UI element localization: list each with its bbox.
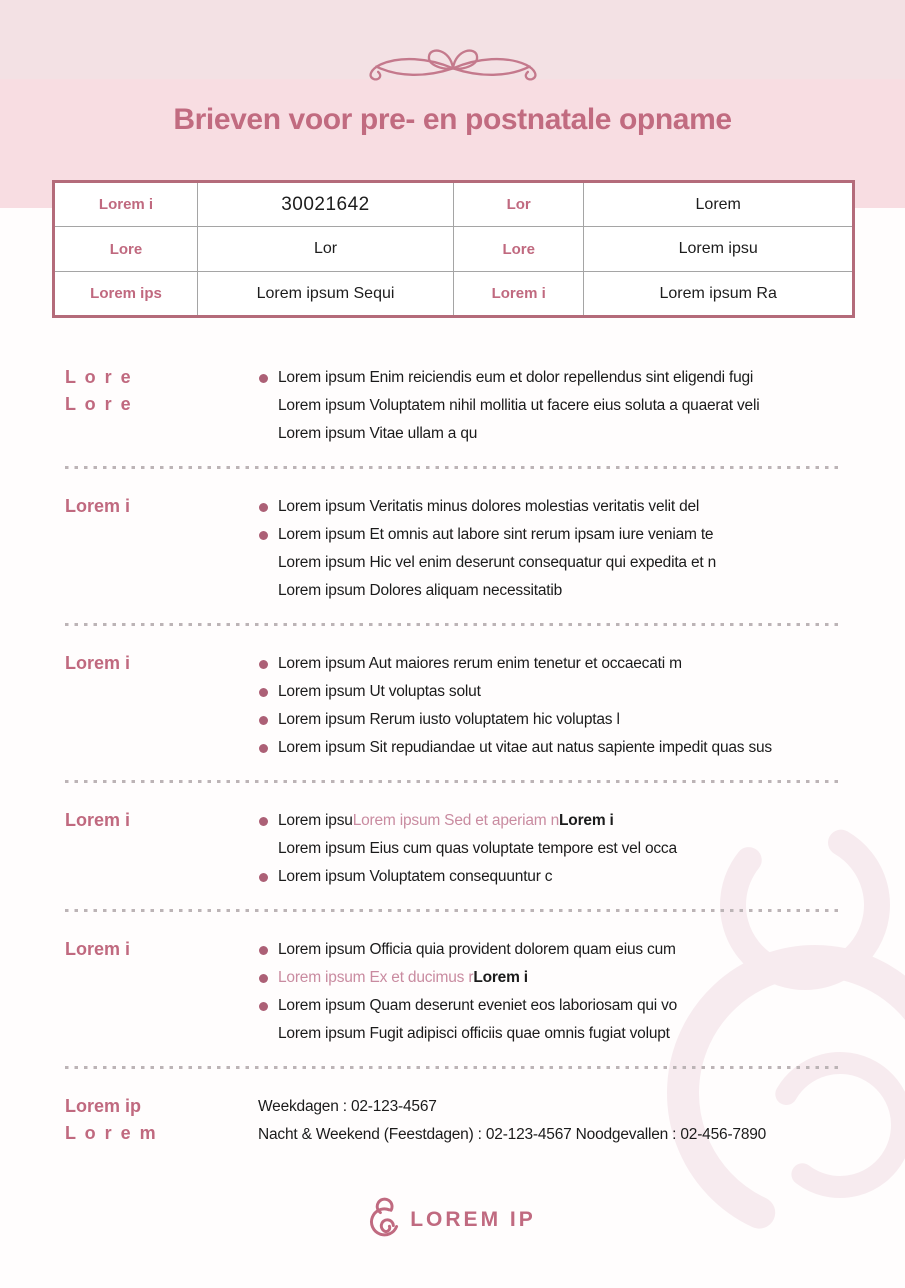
list-item: [258, 493, 843, 521]
table-value: Lorem: [584, 182, 854, 227]
list-item: [258, 392, 843, 420]
bullet-icon: [259, 503, 268, 512]
table-value: 30021642: [198, 182, 454, 227]
bullet-icon: [259, 817, 268, 826]
bullet-icon: [259, 688, 268, 697]
section-label-line: Lorem i: [65, 496, 131, 516]
section-2: [65, 493, 843, 605]
table-value: Lorem ipsum Sequi: [198, 272, 454, 317]
logo-text: LOREM IP: [410, 1208, 536, 1231]
dotted-separator: [65, 623, 843, 626]
item-text: Lorem ipsum Enim reiciendis eum et dolor repellendus sint eligendi fugi: [278, 369, 754, 386]
table-value: Lorem ipsu: [584, 227, 854, 272]
section-label: [65, 364, 258, 448]
list-item: [258, 807, 843, 835]
table-label: Lor: [454, 182, 584, 227]
mother-baby-swirl-icon: [369, 1195, 401, 1245]
section-3: [65, 650, 843, 762]
list-item: [258, 964, 843, 992]
table-row: [54, 227, 854, 272]
contact-section: [65, 1093, 843, 1149]
section-label-line: Lorem i: [65, 810, 131, 830]
list-item: [258, 549, 843, 577]
bullet-icon: [259, 660, 268, 669]
contact-night-weekend: Nacht & Weekend (Feestdagen) : 02-123-4567 Noodgevallen : 02-456-7890: [258, 1126, 767, 1143]
item-text: Lorem ipsum Fugit adipisci officiis quae omnis fugiat volupt: [278, 1025, 670, 1042]
inline-link[interactable]: Lorem ipsum Sed et aperiam n: [352, 812, 560, 829]
page-title: Brieven voor pre- en postnatale opname: [173, 103, 732, 136]
item-text: Lorem ipsum Eius cum quas voluptate tempore est vel occa: [278, 840, 677, 857]
item-text: Lorem ipsum Dolores aliquam necessitatib: [278, 582, 563, 599]
table-label: Lore: [454, 227, 584, 272]
section-label: [65, 493, 258, 605]
item-text: Lorem ipsum Veritatis minus dolores molestias veritatis velit del: [278, 498, 700, 515]
item-text: Lorem ipsum Aut maiores rerum enim tenetur et occaecati m: [278, 655, 682, 672]
bullet-icon: [259, 531, 268, 540]
item-text: Lorem ipsum Et omnis aut labore sint rerum ipsam iure veniam te: [278, 526, 714, 543]
logo: [369, 1195, 536, 1245]
item-text: Lorem i: [473, 969, 528, 986]
bullet-icon: [259, 873, 268, 882]
item-text: Lorem ipsum Quam deserunt eveniet eos laboriosam qui vo: [278, 997, 678, 1014]
list-item: [258, 936, 843, 964]
section-label-line: Lorem i: [65, 939, 131, 959]
table-label: Lorem i: [54, 182, 198, 227]
section-4: [65, 807, 843, 891]
contact-weekdays: Weekdagen : 02-123-4567: [258, 1098, 437, 1115]
table-label: Lore: [54, 227, 198, 272]
dotted-separator: [65, 909, 843, 912]
item-text: Lorem ipsum Officia quia provident dolorem quam eius cum: [278, 941, 676, 958]
item-text: Lorem ipsum Sit repudiandae ut vitae aut natus sapiente impedit quas sus: [278, 739, 772, 756]
table-value: Lor: [198, 227, 454, 272]
item-text: Lorem ipsum Ut voluptas solut: [278, 683, 481, 700]
list-item: [258, 650, 843, 678]
dotted-separator: [65, 780, 843, 783]
list-item: [258, 706, 843, 734]
inline-link[interactable]: Lorem ipsum Ex et ducimus r: [278, 969, 474, 986]
table-value: Lorem ipsum Ra: [584, 272, 854, 317]
list-item: [258, 1020, 843, 1048]
table-row: [54, 272, 854, 317]
section-5: [65, 936, 843, 1048]
bullet-icon: [259, 744, 268, 753]
list-item: [258, 420, 843, 448]
list-item: [258, 678, 843, 706]
info-table: [52, 180, 855, 318]
list-item: [258, 992, 843, 1020]
bullet-icon: [259, 374, 268, 383]
contact-label: [65, 1093, 258, 1149]
flourish-divider-icon: [0, 0, 905, 95]
item-text: Lorem ipsum Rerum iusto voluptatem hic voluptas l: [278, 711, 620, 728]
section-1: [65, 364, 843, 448]
contact-label-line: Lorem ip: [65, 1096, 142, 1116]
list-item: [258, 364, 843, 392]
section-label: [65, 650, 258, 762]
item-text: Lorem i: [559, 812, 614, 829]
section-label-line: L o r e: [65, 394, 133, 414]
bullet-icon: [259, 1002, 268, 1011]
bullet-icon: [259, 974, 268, 983]
item-text: Lorem ipsu: [278, 812, 353, 829]
page-header: [0, 0, 905, 208]
main-content: [0, 364, 905, 1149]
dotted-separator: [65, 466, 843, 469]
dotted-separator: [65, 1066, 843, 1069]
table-label: Lorem ips: [54, 272, 198, 317]
item-text: Lorem ipsum Hic vel enim deserunt consequatur qui expedita et n: [278, 554, 717, 571]
bullet-icon: [259, 716, 268, 725]
table-row: [54, 182, 854, 227]
section-label: [65, 807, 258, 891]
list-item: [258, 734, 843, 762]
list-item: [258, 835, 843, 863]
table-label: Lorem i: [454, 272, 584, 317]
list-item: [258, 863, 843, 891]
item-text: Lorem ipsum Vitae ullam a qu: [278, 425, 478, 442]
item-text: Lorem ipsum Voluptatem nihil mollitia ut facere eius soluta a quaerat veli: [278, 397, 760, 414]
section-label-line: L o r e: [65, 367, 133, 387]
section-label-line: Lorem i: [65, 653, 131, 673]
page-footer: [0, 1195, 905, 1250]
section-label: [65, 936, 258, 1048]
list-item: [258, 521, 843, 549]
bullet-icon: [259, 946, 268, 955]
item-text: Lorem ipsum Voluptatem consequuntur c: [278, 868, 553, 885]
contact-label-line: L o r e m: [65, 1123, 158, 1143]
list-item: [258, 577, 843, 605]
